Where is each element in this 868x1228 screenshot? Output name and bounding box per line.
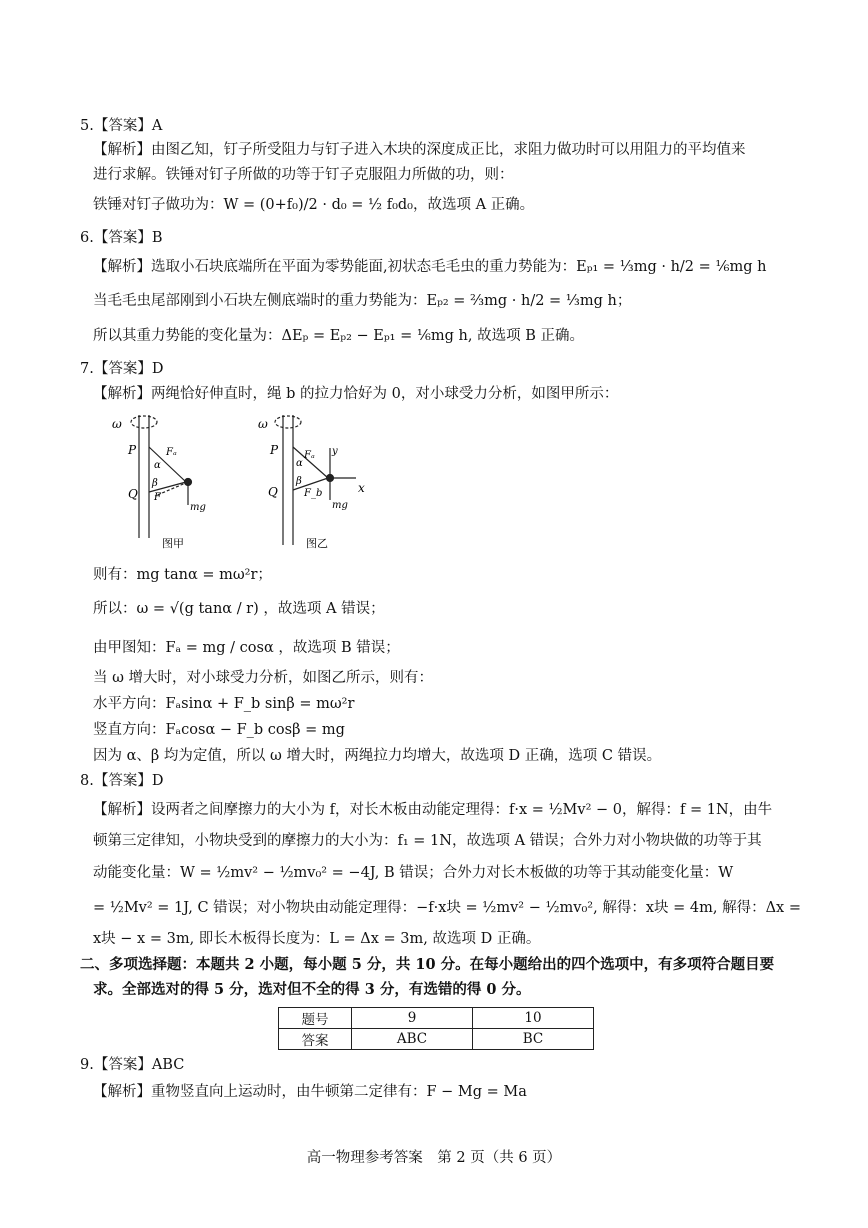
q6-explanation-line: 当毛毛虫尾部刚到小石块左侧底端时的重力势能为：Eₚ₂ = ⅔mg · h/2 = ⅓mg h；	[93, 293, 632, 309]
svg-text:Fₐ: Fₐ	[304, 450, 315, 461]
q5-explanation-line: 【解析】由图乙知，钉子所受阻力与钉子进入木块的深度成正比，求阻力做功时可以用阻力的平均值来	[93, 142, 746, 158]
table-cell: 题号	[279, 1008, 352, 1029]
q7-answer: 7.【答案】D	[80, 361, 164, 377]
q5-answer: 5.【答案】A	[80, 118, 163, 134]
svg-text:x: x	[358, 481, 365, 495]
q7-line: 所以：ω = √(g tanα / r) ，故选项 A 错误；	[93, 601, 385, 617]
page-footer: 高一物理参考答案 第 2 页（共 6 页）	[306, 1150, 562, 1166]
q7-explanation-line: 【解析】两绳恰好伸直时，绳 b 的拉力恰好为 0，对小球受力分析，如图甲所示：	[93, 386, 619, 402]
svg-text:ω: ω	[258, 417, 268, 431]
q8-line: x块 − x = 3m, 即长木板得长度为：L = Δx = 3m, 故选项 D 正确。	[93, 931, 541, 947]
q7-line: 水平方向：Fₐsinα + F_b sinβ = mω²r	[93, 696, 355, 712]
svg-text:F_b: F_b	[304, 488, 323, 499]
figure-jia-caption: 图甲	[162, 537, 184, 550]
table-cell: 答案	[279, 1029, 352, 1050]
table-row	[279, 1008, 594, 1029]
q7-line: 由甲图知：Fₐ = mg / cosα ，故选项 B 错误；	[93, 640, 400, 656]
svg-text:β: β	[296, 476, 302, 487]
table-cell: 9	[352, 1008, 473, 1029]
figure-yi	[258, 410, 388, 555]
svg-text:P: P	[270, 443, 279, 457]
q7-line: 竖直方向：Fₐcosα − F_b cosβ = mg	[93, 722, 345, 738]
q6-explanation-line: 【解析】选取小石块底端所在平面为零势能面,初状态毛毛虫的重力势能为：Eₚ₁ = ⅓mg · h/2 = ⅙mg h	[93, 259, 767, 275]
svg-text:mg: mg	[332, 500, 348, 511]
svg-text:β: β	[152, 478, 158, 489]
section-heading: 二、多项选择题：本题共 2 小题，每小题 5 分，共 10 分。在每小题给出的四个选项中，有多项符合题目要	[80, 956, 775, 973]
q6-explanation-line: 所以其重力势能的变化量为：ΔEₚ = Eₚ₂ − Eₚ₁ = ⅙mg h, 故选项 B 正确。	[93, 328, 584, 344]
q7-line: 因为 α、β 均为定值，所以 ω 增大时，两绳拉力均增大，故选项 D 正确，选项 C 错误。	[93, 748, 662, 764]
q8-line: 顿第三定律知，小物块受到的摩擦力的大小为：f₁ = 1N，故选项 A 错误；合外力对小物块做的功等于其	[93, 833, 762, 849]
table-row	[279, 1029, 594, 1050]
q8-line: = ½Mv² = 1J, C 错误；对小物块由动能定理得：−f·x块 = ½mv² − ½mv₀², 解得：x块 = 4m, 解得：Δx =	[93, 900, 801, 916]
svg-text:ω: ω	[112, 417, 122, 431]
svg-text:α: α	[154, 460, 161, 471]
svg-text:P: P	[128, 443, 137, 457]
q5-explanation-line: 进行求解。铁锤对钉子所做的功等于钉子克服阻力所做的功，则：	[93, 167, 514, 183]
svg-text:Fₐ: Fₐ	[166, 447, 177, 458]
table-cell: ABC	[352, 1029, 473, 1050]
svg-text:α: α	[296, 458, 303, 469]
q9-explanation-line: 【解析】重物竖直向上运动时，由牛顿第二定律有：F − Mg = Ma	[93, 1084, 527, 1100]
q8-line: 【解析】设两者之间摩擦力的大小为 f，对长木板由动能定理得：f·x = ½Mv² − 0，解得：f = 1N，由牛	[93, 802, 773, 818]
figure-yi-caption: 图乙	[306, 537, 328, 550]
section-heading-cont: 求。全部选对的得 5 分，选对但不全的得 3 分，有选错的得 0 分。	[93, 981, 531, 998]
figure-jia	[110, 410, 220, 555]
svg-text:F: F	[154, 492, 161, 503]
svg-text:mg: mg	[190, 502, 206, 513]
q6-answer: 6.【答案】B	[80, 230, 163, 246]
q8-answer: 8.【答案】D	[80, 773, 164, 789]
svg-text:y: y	[332, 446, 338, 457]
q7-line: 当 ω 增大时，对小球受力分析，如图乙所示，则有：	[93, 670, 434, 686]
q7-line: 则有：mg tanα = mω²r；	[93, 567, 272, 583]
svg-text:Q: Q	[268, 485, 278, 499]
table-cell: BC	[473, 1029, 594, 1050]
q5-explanation-line: 铁锤对钉子做功为：W = (0+f₀)/2 · d₀ = ½ f₀d₀，故选项 A 正确。	[93, 197, 535, 213]
q8-line: 动能变化量：W = ½mv² − ½mv₀² = −4J, B 错误；合外力对长木板做的功等于其动能变化量：W	[93, 865, 734, 881]
answer-table	[278, 1007, 594, 1050]
table-cell: 10	[473, 1008, 594, 1029]
q9-answer: 9.【答案】ABC	[80, 1057, 185, 1073]
svg-text:Q: Q	[128, 487, 138, 501]
